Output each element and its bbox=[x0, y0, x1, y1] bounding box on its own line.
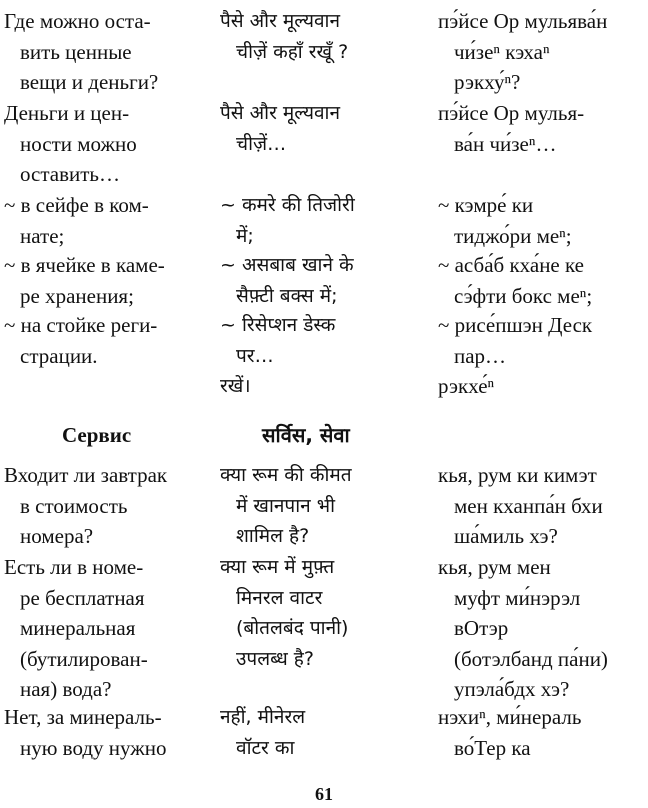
text-line: क्या रूम में मुफ़्त bbox=[220, 556, 335, 578]
text-line: ~ в ячейке в каме- bbox=[4, 253, 165, 277]
text-line: मिनरल वाटर bbox=[236, 586, 323, 609]
transcription bbox=[438, 460, 646, 552]
text-line: Нет, за минераль- bbox=[4, 705, 162, 729]
hindi-phrase bbox=[220, 98, 432, 159]
transcription bbox=[438, 310, 646, 402]
text-line: (бутилирован- bbox=[20, 646, 148, 671]
text-line: оставить… bbox=[20, 162, 121, 186]
text-line: (बोतलबंद पानी) bbox=[236, 617, 349, 639]
transcription bbox=[438, 98, 646, 159]
text-line: ва́н чи́зеⁿ… bbox=[454, 131, 557, 156]
russian-phrase bbox=[4, 702, 204, 763]
text-line: में खानपान भी bbox=[236, 494, 335, 517]
text-line: Есть ли в номе- bbox=[4, 555, 144, 579]
text-line: в стоимость bbox=[20, 493, 128, 518]
text-line: упэла́бдх хэ? bbox=[454, 677, 570, 701]
hindi-phrase bbox=[220, 6, 432, 67]
text-line: नहीं, मीनेरल bbox=[220, 706, 306, 728]
text-line: минеральная bbox=[20, 616, 136, 640]
section-heading bbox=[0, 420, 648, 452]
text-line: ша́миль хэ? bbox=[454, 524, 558, 548]
text-line: нате; bbox=[20, 223, 65, 248]
hindi-phrase bbox=[220, 552, 432, 674]
hindi-phrase bbox=[220, 460, 432, 552]
hindi-phrase bbox=[220, 310, 432, 402]
russian-phrase bbox=[4, 310, 204, 371]
text-line: ~ в сейфе в ком- bbox=[4, 193, 149, 217]
text-line: номера? bbox=[20, 524, 94, 548]
text-line: вить ценные bbox=[20, 39, 132, 64]
text-line: Где можно оста- bbox=[4, 9, 151, 33]
text-line: ~ कमरे की तिजोरी bbox=[220, 194, 355, 216]
text-line: सैफ़्टी बक्स में; bbox=[236, 284, 338, 307]
text-line: чи́зеⁿ кэхаⁿ bbox=[454, 39, 550, 64]
russian-phrase bbox=[4, 250, 204, 311]
text-line: ~ кэмре́ ки bbox=[438, 193, 534, 217]
russian-phrase bbox=[4, 98, 204, 190]
text-line: вещи и деньги? bbox=[20, 70, 159, 94]
text-line: उपलब्ध है? bbox=[236, 647, 314, 670]
text-line: ности можно bbox=[20, 131, 137, 156]
text-line: ~ асба́б кха́не ке bbox=[438, 253, 585, 277]
text-line: кья, рум ки кимэт bbox=[438, 463, 597, 487]
hindi-phrase bbox=[220, 702, 432, 763]
section-title-russian: Сервис bbox=[62, 423, 132, 447]
page-number: 61 bbox=[315, 784, 333, 804]
text-line: ~ असबाब खाने के bbox=[220, 254, 354, 276]
text-line: тиджо́ри меⁿ; bbox=[454, 223, 572, 248]
hindi-phrase bbox=[220, 250, 432, 311]
text-line: पैसे और मूल्यवान bbox=[220, 10, 341, 32]
text-line: चीज़ें… bbox=[236, 132, 287, 155]
text-line: ~ на стойке реги- bbox=[4, 313, 158, 337]
hindi-phrase bbox=[220, 190, 432, 251]
transcription bbox=[438, 190, 646, 251]
text-line: сэ́фти бокс меⁿ; bbox=[454, 283, 593, 308]
text-line: पैसे और मूल्यवान bbox=[220, 102, 341, 124]
text-line: мен кханпа́н бхи bbox=[454, 493, 603, 518]
russian-phrase bbox=[4, 460, 204, 552]
text-line: क्या रूम की कीमत bbox=[220, 464, 352, 486]
text-line: пэ́йсе Ор мулья- bbox=[438, 101, 585, 125]
text-line: ре хранения; bbox=[20, 283, 134, 308]
russian-phrase bbox=[4, 190, 204, 251]
transcription bbox=[438, 250, 646, 311]
text-line: (ботэлбанд па́ни) bbox=[454, 646, 608, 671]
text-line: во́Тер ка bbox=[454, 735, 531, 760]
text-line: ре бесплатная bbox=[20, 585, 145, 610]
transcription bbox=[438, 6, 646, 98]
text-line: में; bbox=[236, 224, 254, 247]
text-line: страции. bbox=[20, 343, 98, 368]
text-line: ную воду нужно bbox=[20, 735, 167, 760]
text-line: Входит ли завтрак bbox=[4, 463, 168, 487]
text-line: кья, рум мен bbox=[438, 555, 551, 579]
text-line: нэхиⁿ, ми́нераль bbox=[438, 705, 582, 729]
section-title-hindi: सर्विस, सेवा bbox=[262, 423, 350, 447]
text-line: चीज़ें कहाँ रखूँ ? bbox=[236, 40, 349, 63]
russian-phrase bbox=[4, 6, 204, 98]
text-line: शामिल है? bbox=[236, 525, 310, 547]
text-line: ная) вода? bbox=[20, 677, 112, 701]
text-line: पर… bbox=[236, 344, 274, 367]
text-line: вОтэр bbox=[454, 616, 509, 640]
text-line: Деньги и цен- bbox=[4, 101, 130, 125]
text-line: пар… bbox=[454, 343, 507, 368]
transcription bbox=[438, 702, 646, 763]
text-line: рэкху́ⁿ? bbox=[454, 70, 521, 94]
transcription bbox=[438, 552, 646, 705]
text-line: वॉटर का bbox=[236, 736, 295, 759]
text-line: пэ́йсе Ор мульява́н bbox=[438, 9, 608, 33]
text-line: ~ рисе́пшэн Деск bbox=[438, 313, 593, 337]
text-line: ~ रिसेप्शन डेस्क bbox=[220, 314, 336, 336]
text-line: муфт ми́нэрэл bbox=[454, 585, 581, 610]
text-line: रखें। bbox=[220, 375, 251, 397]
russian-phrase bbox=[4, 552, 204, 705]
text-line: рэкхе́ⁿ bbox=[438, 374, 495, 398]
